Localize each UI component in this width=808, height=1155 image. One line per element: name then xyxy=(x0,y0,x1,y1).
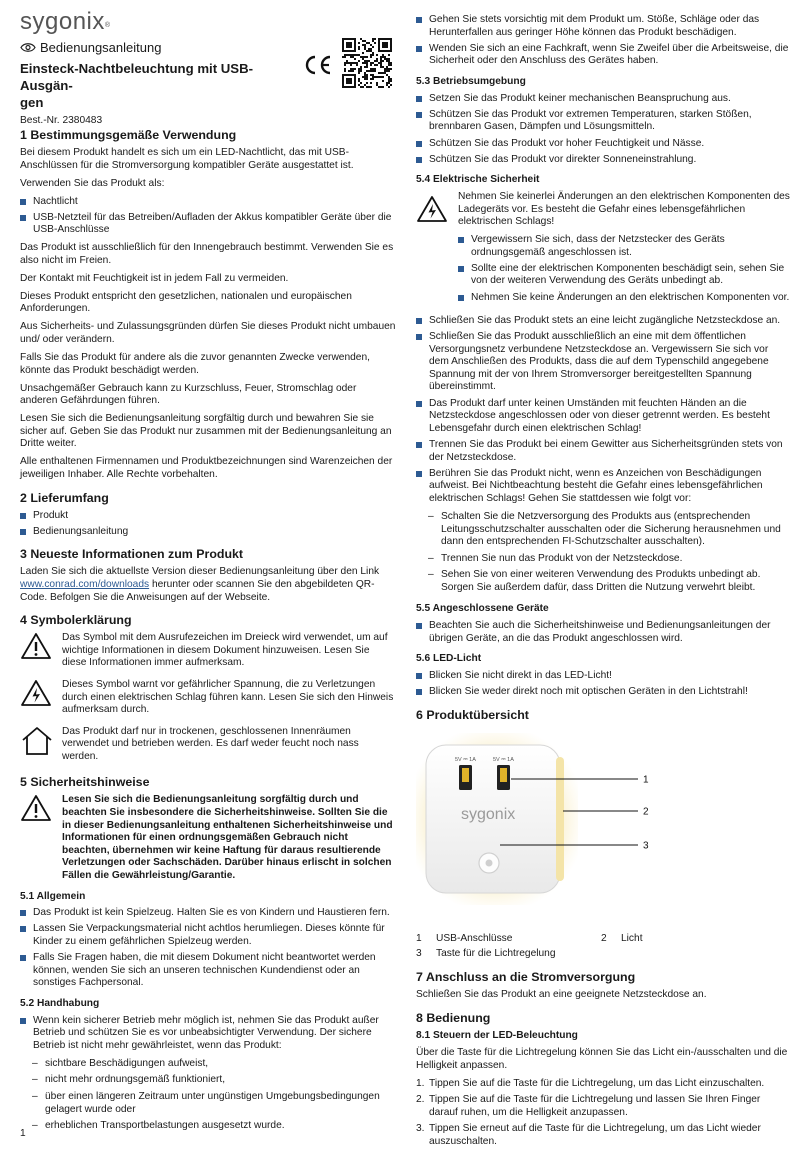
warning-block: Lesen Sie sich die Bedienungsanleitung sorgfältig durch und beachten Sie insbesondere die Sicherheitshinweise. Sollten Sie die in dieser Bedienungsanleitung enthaltenen Sicherheitshinweise und Informationen für einen ordnungsgemäßen Gebrauch nicht beachten, übernehmen wir keine Haftung für daraus resultierende Verletzungen oder Sachschäden. Darüber hinaus erlischt in solchen Fällen die Gewährleistung/Garantie. xyxy=(20,794,396,882)
usb-port-contact xyxy=(462,768,469,782)
warning-triangle-icon xyxy=(20,794,52,822)
bullet-list xyxy=(416,620,790,645)
callout-number: 2 xyxy=(643,806,649,818)
light-control-button-center xyxy=(486,859,493,866)
dash-list xyxy=(416,511,790,595)
doc-type: Bedienungsanleitung xyxy=(20,40,396,55)
paragraph: Lesen Sie sich die Bedienungsanleitung sorgfältig durch und bewahren Sie sie sicher auf. Geben Sie das Produkt nur zusammen mit der Bedienungsanleitung an Dritte weiter. xyxy=(20,413,392,450)
list-item: Blicken Sie weder direkt noch mit optischen Geräten in den Lichtstrahl! xyxy=(416,686,790,699)
symbol-row: Das Produkt darf nur in trockenen, geschlossenen Innenräumen verwendet und betrieben werden. Es darf weder feucht noch nass werden. xyxy=(20,726,396,764)
list-item: Sollte eine der elektrischen Komponenten beschädigt sein, sehen Sie von der weiteren Verwendung des Geräts unbedingt ab. xyxy=(458,263,790,288)
bullet-list xyxy=(416,14,790,68)
bullet-list xyxy=(20,510,396,539)
list-item: Vergewissern Sie sich, dass der Netzstecker des Geräts ordnungsgemäß angeschlossen ist. xyxy=(458,234,790,259)
high-voltage-icon xyxy=(416,195,448,223)
list-item: Bedienungsanleitung xyxy=(20,526,396,539)
section-heading: 4 Symbolerklärung xyxy=(20,613,132,628)
list-item: Das Produkt ist kein Spielzeug. Halten Sie es von Kindern und Haustieren fern. xyxy=(20,907,396,920)
order-number: Best.-Nr. 2380483 xyxy=(20,115,103,126)
bullet-list xyxy=(416,670,790,699)
callout-number: 1 xyxy=(643,774,649,786)
list-item: Lassen Sie Verpackungsmaterial nicht achtlos herumliegen. Dieses könnte für Kinder zu einem gefährlichen Spielzeug werden. xyxy=(20,923,396,948)
document-header xyxy=(20,9,396,128)
legend-number: 1 xyxy=(416,932,422,944)
list-item: 3. Tippen Sie erneut auf die Taste für die Lichtregelung, um das Licht wieder auszuschalten. xyxy=(416,1122,761,1147)
legend-text: Licht xyxy=(621,932,643,944)
bullet-list xyxy=(416,93,790,167)
legend-number: 3 xyxy=(416,948,422,960)
paragraph: Nehmen Sie keinerlei Änderungen an den elektrischen Komponenten des Ladegeräts vor. Es besteht die Gefahr eines lebensgefährlichen elektrischen Schlags! xyxy=(458,190,790,228)
symbol-row: Dieses Symbol warnt vor gefährlicher Spannung, die zu Verletzungen durch einen elektrischen Schlag führen kann. Lesen Sie sich den Hinweis aufmerksam durch. xyxy=(20,679,396,717)
brand-logo: sygonix® xyxy=(20,8,111,35)
list-item: Das Produkt darf unter keinen Umständen mit feuchten Händen an die Netzsteckdose angeschlossen oder von dieser getrennt werden. Es besteht Lebensgefahr durch einen elektrischen Schlag! xyxy=(416,398,790,436)
list-item: 1. Tippen Sie auf die Taste für die Lichtregelung, um das Licht einzuschalten. xyxy=(416,1077,765,1089)
numbered-list xyxy=(416,1078,790,1149)
paragraph: Falls Sie das Produkt für andere als die zuvor genannten Zwecke verwenden, könnte das Produkt beschädigt werden. xyxy=(20,352,370,376)
symbol-row: Das Symbol mit dem Ausrufezeichen im Dreieck wird verwendet, um auf wichtige Informationen in diesem Dokument hinzuweisen. Lesen Sie diese Informationen immer aufmerksam. xyxy=(20,632,396,670)
downloads-link[interactable]: www.conrad.com/downloads xyxy=(20,578,150,590)
paragraph: Schließen Sie das Produkt an eine geeignete Netzsteckdose an. xyxy=(416,988,707,1000)
section-heading: 2 Lieferumfang xyxy=(20,490,109,505)
list-item: Schützen Sie das Produkt vor direkter Sonneneinstrahlung. xyxy=(416,154,790,167)
list-item: Nachtlicht xyxy=(20,196,396,209)
page-number: 1 xyxy=(20,1128,26,1139)
bullet-list xyxy=(20,1015,396,1053)
section-heading: 7 Anschluss an die Stromversorgung xyxy=(416,969,636,984)
paragraph: Verwenden Sie das Produkt als: xyxy=(20,177,165,189)
warning-triangle-icon xyxy=(20,632,52,660)
paragraph: Alle enthaltenen Firmennamen und Produktbezeichnungen sind Warenzeichen der jeweiligen Inhaber. Alle Rechte vorbehalten. xyxy=(20,456,393,480)
list-item: Wenn kein sicherer Betrieb mehr möglich ist, nehmen Sie das Produkt außer Betrieb und schützen Sie es vor unbeabsichtigter Verwendung. Der sichere Betrieb ist nicht mehr gewährleistet, wenn das Produkt: xyxy=(20,1015,396,1053)
list-item: – nicht mehr ordnungsgemäß funktioniert, xyxy=(20,1074,396,1087)
list-item: Gehen Sie stets vorsichtig mit dem Produkt um. Stöße, Schläge oder das Herunterfallen aus geringer Höhe können das Produkt beschädigen. xyxy=(416,14,790,39)
list-item: Setzen Sie das Produkt keiner mechanischen Beanspruchung aus. xyxy=(416,93,790,106)
paragraph: Bei diesem Produkt handelt es sich um ein LED-Nachtlicht, das mit USB-Anschlüssen für die Stromversorgung kompatibler Geräte ausgestattet ist. xyxy=(20,147,354,171)
subsection-heading: 5.5 Angeschlossene Geräte xyxy=(416,603,549,615)
product-illustration xyxy=(416,727,790,927)
subsection-heading: 5.2 Handhabung xyxy=(20,997,100,1009)
subsection-heading: 5.3 Betriebsumgebung xyxy=(416,75,526,87)
section-heading: 3 Neueste Informationen zum Produkt xyxy=(20,547,244,562)
legend-text: Taste für die Lichtregelung xyxy=(436,948,556,960)
section-heading: 6 Produktübersicht xyxy=(416,707,529,722)
usb-port-contact xyxy=(500,768,507,782)
list-item: Trennen Sie das Produkt bei einem Gewitter aus Sicherheitsgründen stets von der Netzsteckdose. xyxy=(416,439,790,464)
list-item: Produkt xyxy=(20,510,396,523)
list-item: Schützen Sie das Produkt vor hoher Feuchtigkeit und Nässe. xyxy=(416,138,790,151)
eye-icon xyxy=(20,42,36,53)
paragraph: Unsachgemäßer Gebrauch kann zu Kurzschluss, Feuer, Stromschlag oder anderen Gefährdungen führen. xyxy=(20,382,357,407)
list-item: Wenden Sie sich an eine Fachkraft, wenn Sie Zweifel über die Arbeitsweise, die Sicherheit oder den Anschluss des Gerätes haben. xyxy=(416,43,790,68)
subsection-heading: 8.1 Steuern der LED-Beleuchtung xyxy=(416,1030,578,1042)
right-column xyxy=(416,14,790,1152)
left-column xyxy=(20,0,396,1138)
indoor-house-icon xyxy=(20,726,54,756)
light-strip-right xyxy=(556,757,564,881)
legend-number: 2 xyxy=(601,932,607,944)
list-item: Schließen Sie das Produkt stets an eine leicht zugängliche Netzsteckdose an. xyxy=(416,315,790,328)
list-item: – erheblichen Transportbelastungen ausgesetzt wurde. xyxy=(20,1120,396,1133)
list-item: Nehmen Sie keine Änderungen an den elektrischen Komponenten vor. xyxy=(458,292,790,305)
paragraph: Der Kontakt mit Feuchtigkeit ist in jedem Fall zu vermeiden. xyxy=(20,272,289,284)
list-item: Schließen Sie das Produkt ausschließlich an eine mit dem öffentlichen Versorgungsnetz verbundene Netzsteckdose an. Vergewissern Sie sich vor dem Anschließen des Produkts, dass die auf dem Typenschild angegebene Spannung mit der von Ihrem Stromversorger bereitgestellten Spannung übereinstimmt. xyxy=(416,331,790,394)
subsection-heading: 5.6 LED-Licht xyxy=(416,653,482,665)
list-item: Beachten Sie auch die Sicherheitshinweise und Bedienungsanleitungen der übrigen Geräte, an die das Produkt angeschlossen wird. xyxy=(416,620,790,645)
product-legend xyxy=(416,933,790,961)
section-heading: 5 Sicherheitshinweise xyxy=(20,775,150,790)
list-item: Blicken Sie nicht direkt in das LED-Licht! xyxy=(416,670,790,683)
list-item: – Schalten Sie die Netzversorgung des Produkts aus (entsprechenden Leitungsschutzschalter ausschalten oder die Sicherung herausnehmen und dann den entsprechenden FI-Schutzschalter ausschalten). xyxy=(416,511,790,549)
list-item: USB-Netzteil für das Betreiben/Aufladen der Akkus kompatibler Geräte über die USB-Anschlüsse xyxy=(20,212,396,237)
bullet-list xyxy=(416,315,790,506)
list-item: Berühren Sie das Produkt nicht, wenn es Anzeichen von Beschädigungen aufweist. Bei Nichtbeachtung besteht die Gefahr eines lebensgefährlichen elektrischen Schlags! Gehen Sie stattdessen wie folgt vor: xyxy=(416,468,790,506)
list-item: Falls Sie Fragen haben, die mit diesem Dokument nicht beantwortet werden können, wenden Sie sich an unseren technischen Kundendienst oder an sonstiges Fachpersonal. xyxy=(20,952,396,990)
bullet-list xyxy=(458,234,790,304)
paragraph: Dieses Produkt entspricht den gesetzlichen, nationalen und europäischen Anforderungen. xyxy=(20,290,352,315)
legend-text: USB-Anschlüsse xyxy=(436,932,513,944)
warning-block xyxy=(416,191,790,308)
list-item: 2. Tippen Sie auf die Taste für die Lichtregelung und lassen Sie Ihren Finger darauf ruhen, um die Helligkeit anzupassen. xyxy=(416,1093,761,1118)
list-item: – über einen längeren Zeitraum unter ungünstigen Umgebungsbedingungen gelagert wurde oder xyxy=(20,1091,396,1116)
bullet-list xyxy=(20,907,396,990)
bullet-list xyxy=(20,196,396,237)
paragraph: Laden Sie sich die aktuellste Version dieser Bedienungsanleitung über den Link www.conrad.com/downloads herunter oder scannen Sie den abgebildeten QR-Code. Befolgen Sie die Anweisungen auf der Webseite. xyxy=(20,566,380,603)
product-drawing xyxy=(416,727,790,927)
section-heading: 1 Bestimmungsgemäße Verwendung xyxy=(20,128,237,142)
subsection-heading: 5.1 Allgemein xyxy=(20,890,86,902)
paragraph: Über die Taste für die Lichtregelung können Sie das Licht ein-/ausschalten und die Helligkeit anpassen. xyxy=(416,1047,788,1071)
list-item: – Sehen Sie von einer weiteren Verwendung des Produkts unbedingt ab. Sorgen Sie außerdem dafür, dass Dritten die Nutzung verwehrt bleibt. xyxy=(416,569,790,594)
paragraph: Aus Sicherheits- und Zulassungsgründen dürfen Sie dieses Produkt nicht umbauen und/ oder verändern. xyxy=(20,321,396,346)
device-logo: sygonix xyxy=(461,805,516,823)
usb-label: 5V ⎓ 1A xyxy=(493,756,514,763)
list-item: – sichtbare Beschädigungen aufweist, xyxy=(20,1058,396,1071)
page-title: Einsteck-Nachtbeleuchtung mit USB-Ausgän- gen xyxy=(20,61,254,110)
list-item: – Trennen Sie nun das Produkt von der Netzsteckdose. xyxy=(416,553,790,566)
subsection-heading: 5.4 Elektrische Sicherheit xyxy=(416,174,540,186)
ce-mark-icon xyxy=(303,54,333,76)
list-item: Schützen Sie das Produkt vor extremen Temperaturen, starken Stößen, brennbaren Gasen, Dämpfen und Lösungsmitteln. xyxy=(416,109,790,134)
section-heading: 8 Bedienung xyxy=(416,1011,491,1026)
callout-number: 3 xyxy=(643,840,649,852)
paragraph: Das Produkt ist ausschließlich für den Innengebrauch bestimmt. Verwenden Sie es also nicht im Freien. xyxy=(20,242,394,266)
high-voltage-icon xyxy=(20,679,52,707)
qr-code-icon xyxy=(341,37,393,89)
usb-label: 5V ⎓ 1A xyxy=(455,756,476,763)
dash-list xyxy=(20,1058,396,1133)
